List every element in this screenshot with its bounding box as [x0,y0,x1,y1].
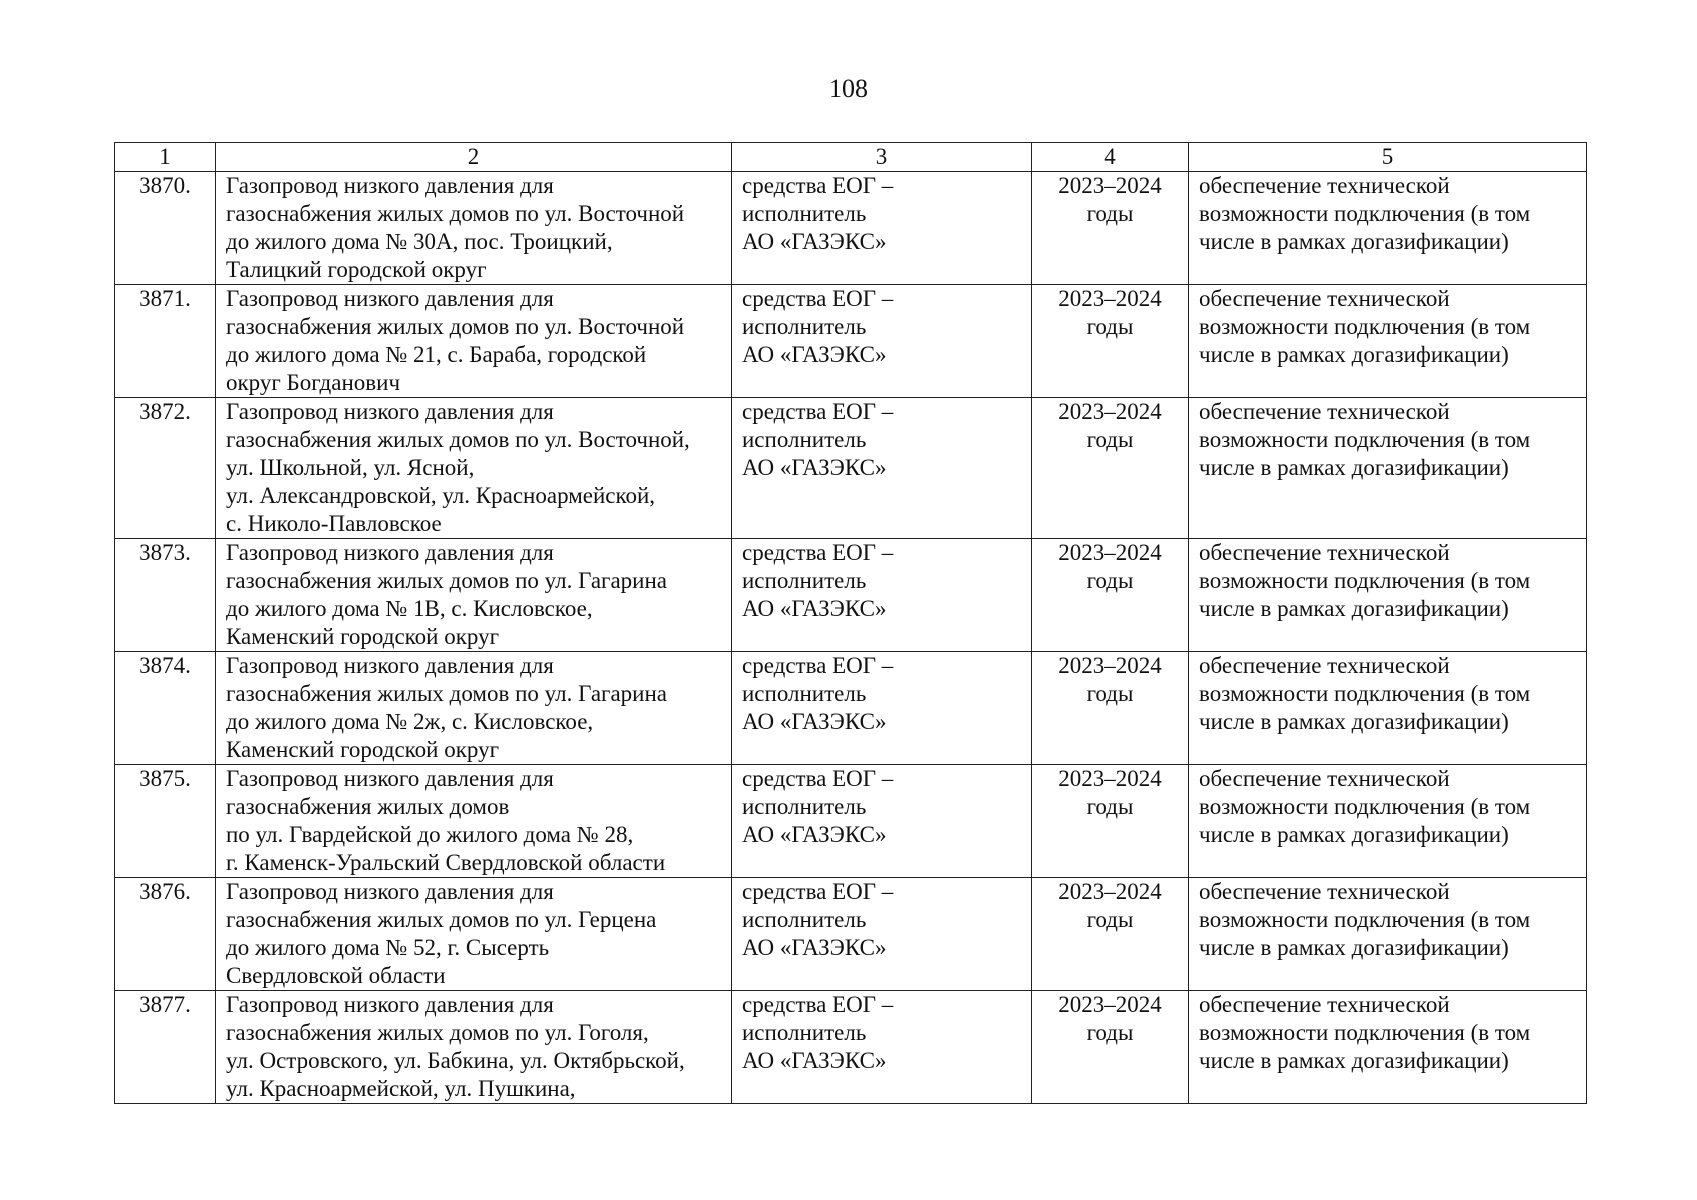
purpose-line: обеспечение технической [1199,653,1450,678]
row-number: 3871. [115,285,216,398]
object-description-line: Талицкий городской округ [226,257,487,282]
purpose-cell [1189,878,1587,991]
funding-source-line: исполнитель [742,427,867,452]
funding-source-line: АО «ГАЗЭКС» [742,455,887,480]
implementation-years-cell [1032,991,1189,1104]
implementation-years-line: 2023–2024 [1058,766,1162,791]
funding-source-line: исполнитель [742,314,867,339]
object-description-line: с. Николо-Павловское [226,511,442,536]
funding-source-line: АО «ГАЗЭКС» [742,342,887,367]
funding-source-line: исполнитель [742,794,867,819]
object-description-line: газоснабжения жилых домов по ул. Герцена [226,907,657,932]
purpose-line: числе в рамках догазификации) [1199,596,1509,621]
funding-source-line: АО «ГАЗЭКС» [742,935,887,960]
purpose-line: возможности подключения (в том [1199,681,1531,706]
funding-source-line: АО «ГАЗЭКС» [742,822,887,847]
table-body [115,172,1587,1104]
funding-source-line: средства ЕОГ – [742,540,894,565]
row-number: 3872. [115,398,216,539]
funding-source-line: АО «ГАЗЭКС» [742,709,887,734]
object-description-line: Газопровод низкого давления для [226,399,554,424]
table-row [115,765,1587,878]
object-description-line: ул. Александровской, ул. Красноармейской, [226,483,656,508]
implementation-years-cell [1032,539,1189,652]
object-description-line: г. Каменск-Уральский Свердловской области [226,850,666,875]
funding-source-cell [732,765,1032,878]
purpose-line: числе в рамках догазификации) [1199,229,1509,254]
object-description-cell [216,285,732,398]
purpose-line: возможности подключения (в том [1199,427,1531,452]
object-description-line: ул. Школьной, ул. Ясной, [226,455,475,480]
funding-source-line: средства ЕОГ – [742,399,894,424]
table-row [115,285,1587,398]
funding-source-line: средства ЕОГ – [742,653,894,678]
header-row [115,143,1587,172]
implementation-years-line: годы [1086,314,1134,339]
object-description-line: Свердловской области [226,963,446,988]
object-description-line: по ул. Гвардейской до жилого дома № 28, [226,822,634,847]
object-description-line: до жилого дома № 30А, пос. Троицкий, [226,229,613,254]
implementation-years-line: годы [1086,201,1134,226]
funding-source-cell [732,652,1032,765]
implementation-years-line: 2023–2024 [1058,286,1162,311]
object-description-cell [216,991,732,1104]
row-number: 3875. [115,765,216,878]
table-row [115,172,1587,285]
object-description-line: Газопровод низкого давления для [226,766,554,791]
object-description-line: газоснабжения жилых домов по ул. Гагарина [226,568,667,593]
object-description-cell [216,765,732,878]
purpose-cell [1189,652,1587,765]
implementation-years-line: 2023–2024 [1058,399,1162,424]
object-description-line: до жилого дома № 21, с. Бараба, городской [226,342,647,367]
funding-source-line: средства ЕОГ – [742,879,894,904]
object-description-line: Газопровод низкого давления для [226,879,554,904]
object-description-line: до жилого дома № 1В, с. Кисловское, [226,596,593,621]
object-description-cell [216,878,732,991]
purpose-cell [1189,991,1587,1104]
object-description-line: Каменский городской округ [226,737,500,762]
object-description-line: газоснабжения жилых домов по ул. Восточной [226,314,685,339]
implementation-years-line: 2023–2024 [1058,540,1162,565]
header-col-3: 3 [732,143,1032,172]
row-number: 3873. [115,539,216,652]
funding-source-cell [732,285,1032,398]
funding-source-line: АО «ГАЗЭКС» [742,596,887,621]
purpose-line: обеспечение технической [1199,399,1450,424]
purpose-line: числе в рамках догазификации) [1199,1048,1509,1073]
funding-source-line: АО «ГАЗЭКС» [742,229,887,254]
object-description-cell [216,652,732,765]
implementation-years-line: годы [1086,794,1134,819]
purpose-line: возможности подключения (в том [1199,1020,1531,1045]
implementation-years-line: годы [1086,427,1134,452]
object-description-line: ул. Островского, ул. Бабкина, ул. Октябрьской, [226,1048,685,1073]
program-table [114,142,1587,1104]
table-header [115,143,1587,172]
purpose-line: числе в рамках догазификации) [1199,935,1509,960]
funding-source-line: средства ЕОГ – [742,766,894,791]
object-description-line: газоснабжения жилых домов по ул. Гагарина [226,681,667,706]
object-description-line: Каменский городской округ [226,624,500,649]
purpose-line: обеспечение технической [1199,540,1450,565]
implementation-years-line: годы [1086,907,1134,932]
object-description-cell [216,172,732,285]
funding-source-line: АО «ГАЗЭКС» [742,1048,887,1073]
funding-source-line: исполнитель [742,907,867,932]
purpose-line: возможности подключения (в том [1199,568,1531,593]
implementation-years-cell [1032,652,1189,765]
implementation-years-line: 2023–2024 [1058,653,1162,678]
implementation-years-line: 2023–2024 [1058,173,1162,198]
header-col-4: 4 [1032,143,1189,172]
object-description-line: Газопровод низкого давления для [226,173,554,198]
table-row [115,991,1587,1104]
object-description-line: газоснабжения жилых домов [226,794,510,819]
object-description-line: Газопровод низкого давления для [226,992,554,1017]
purpose-line: числе в рамках догазификации) [1199,822,1509,847]
purpose-cell [1189,285,1587,398]
purpose-line: обеспечение технической [1199,879,1450,904]
purpose-line: возможности подключения (в том [1199,314,1531,339]
implementation-years-cell [1032,285,1189,398]
implementation-years-line: 2023–2024 [1058,879,1162,904]
implementation-years-line: годы [1086,681,1134,706]
object-description-line: округ Богданович [226,370,401,395]
purpose-line: числе в рамках догазификации) [1199,709,1509,734]
object-description-line: газоснабжения жилых домов по ул. Гоголя, [226,1020,649,1045]
purpose-cell [1189,539,1587,652]
purpose-line: обеспечение технической [1199,992,1450,1017]
funding-source-cell [732,878,1032,991]
purpose-cell [1189,398,1587,539]
funding-source-cell [732,398,1032,539]
implementation-years-line: 2023–2024 [1058,992,1162,1017]
purpose-line: возможности подключения (в том [1199,907,1531,932]
implementation-years-cell [1032,398,1189,539]
object-description-cell [216,398,732,539]
header-col-1: 1 [115,143,216,172]
table-row [115,878,1587,991]
object-description-line: Газопровод низкого давления для [226,540,554,565]
header-col-5: 5 [1189,143,1587,172]
funding-source-line: исполнитель [742,1020,867,1045]
object-description-line: газоснабжения жилых домов по ул. Восточной [226,201,685,226]
row-number: 3870. [115,172,216,285]
table-row [115,539,1587,652]
object-description-cell [216,539,732,652]
purpose-cell [1189,765,1587,878]
page-number: 108 [829,74,868,103]
purpose-line: обеспечение технической [1199,286,1450,311]
row-number: 3876. [115,878,216,991]
funding-source-cell [732,539,1032,652]
table-row [115,652,1587,765]
funding-source-line: средства ЕОГ – [742,286,894,311]
object-description-line: ул. Красноармейской, ул. Пушкина, [226,1076,576,1101]
purpose-line: возможности подключения (в том [1199,201,1531,226]
row-number: 3877. [115,991,216,1104]
object-description-line: до жилого дома № 2ж, с. Кисловское, [226,709,594,734]
header-col-2: 2 [216,143,732,172]
funding-source-line: исполнитель [742,201,867,226]
funding-source-line: средства ЕОГ – [742,992,894,1017]
implementation-years-line: годы [1086,1020,1134,1045]
purpose-cell [1189,172,1587,285]
funding-source-cell [732,172,1032,285]
object-description-line: Газопровод низкого давления для [226,286,554,311]
object-description-line: газоснабжения жилых домов по ул. Восточной, [226,427,690,452]
purpose-line: числе в рамках догазификации) [1199,342,1509,367]
implementation-years-cell [1032,878,1189,991]
table-row [115,398,1587,539]
funding-source-line: средства ЕОГ – [742,173,894,198]
object-description-line: до жилого дома № 52, г. Сысерть [226,935,550,960]
implementation-years-line: годы [1086,568,1134,593]
purpose-line: обеспечение технической [1199,766,1450,791]
row-number: 3874. [115,652,216,765]
purpose-line: возможности подключения (в том [1199,794,1531,819]
funding-source-line: исполнитель [742,568,867,593]
purpose-line: обеспечение технической [1199,173,1450,198]
purpose-line: числе в рамках догазификации) [1199,455,1509,480]
implementation-years-cell [1032,172,1189,285]
implementation-years-cell [1032,765,1189,878]
funding-source-line: исполнитель [742,681,867,706]
object-description-line: Газопровод низкого давления для [226,653,554,678]
funding-source-cell [732,991,1032,1104]
